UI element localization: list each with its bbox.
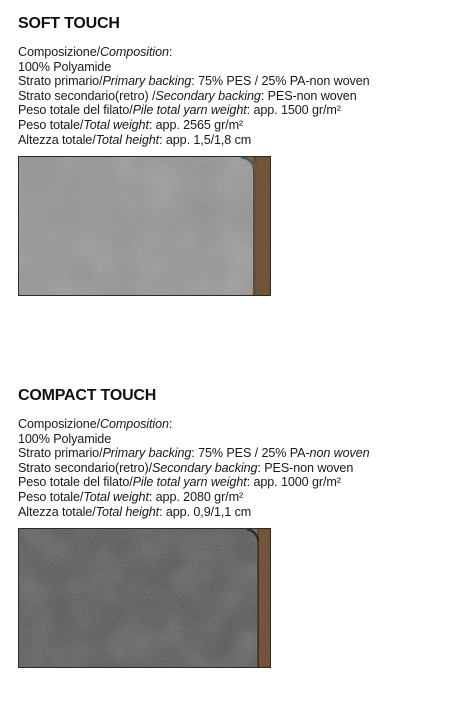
total-weight-line: Peso totale/Total weight: app. 2565 gr/m² <box>18 117 244 132</box>
material-line: 100% Polyamide <box>18 59 112 74</box>
soft-touch-title: SOFT TOUCH <box>18 15 120 32</box>
composition-line: Composizione/Composition: <box>18 417 173 431</box>
primary-backing-line: Strato primario/Primary backing: 75% PES / 25% PA-non woven <box>18 446 370 461</box>
total-height-line: Altezza totale/Total height: app. 1,5/1,8 cm <box>18 132 252 147</box>
composition-line: Composizione/Composition: <box>18 45 173 59</box>
primary-backing-line: Strato primario/Primary backing: 75% PES / 25% PA-non woven <box>18 74 370 89</box>
pile-weight-line: Peso totale del filato/Pile total yarn weight: app. 1500 gr/m² <box>18 103 341 118</box>
compact-touch-title: COMPACT TOUCH <box>18 387 157 404</box>
soft-touch-carpet-texture <box>19 157 270 295</box>
compact-touch-specs <box>18 417 458 519</box>
compact-touch-section <box>18 387 458 668</box>
soft-touch-specs <box>18 45 458 147</box>
soft-touch-section <box>18 15 458 296</box>
secondary-backing-line: Strato secondario(retro)/Secondary backing: PES-non woven <box>18 460 354 475</box>
total-weight-line: Peso totale/Total weight: app. 2080 gr/m² <box>18 489 244 504</box>
compact-touch-swatch-image <box>18 528 271 668</box>
pile-weight-line: Peso totale del filato/Pile total yarn weight: app. 1000 gr/m² <box>18 475 341 490</box>
material-line: 100% Polyamide <box>18 431 112 446</box>
total-height-line: Altezza totale/Total height: app. 0,9/1,1 cm <box>18 504 252 519</box>
secondary-backing-line: Strato secondario(retro) /Secondary backing: PES-non woven <box>18 88 357 103</box>
compact-touch-carpet-texture <box>19 529 270 667</box>
soft-touch-swatch-image <box>18 156 271 296</box>
